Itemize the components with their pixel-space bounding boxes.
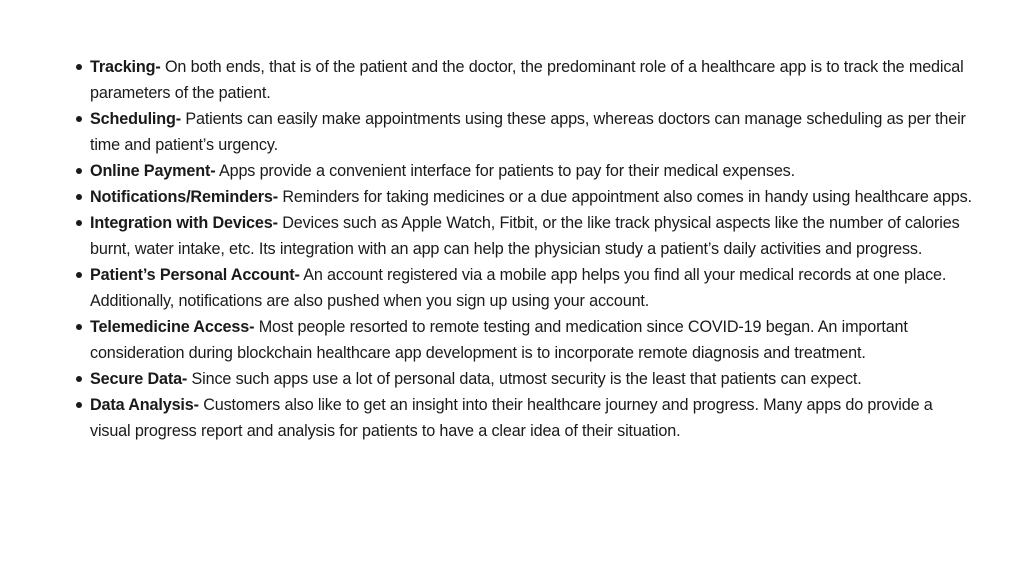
item-term: Patient’s Personal Account- <box>90 266 300 284</box>
list-item-personal-account <box>90 262 974 314</box>
item-text: Apps provide a convenient interface for patients to pay for their medical expenses. <box>215 162 795 180</box>
list-item-notifications <box>90 184 974 210</box>
item-term: Online Payment- <box>90 162 216 180</box>
item-term: Data Analysis- <box>90 396 199 414</box>
item-term: Telemedicine Access- <box>90 318 255 336</box>
item-text: Patients can easily make appointments using these apps, whereas doctors can manage scheduling as per their time and patient’s urgency. <box>90 110 966 154</box>
item-text: Reminders for taking medicines or a due appointment also comes in handy using healthcare apps. <box>277 188 972 206</box>
item-term: Notifications/Reminders- <box>90 188 278 206</box>
item-text: On both ends, that is of the patient and the doctor, the predominant role of a healthcare app is to track the medical parameters of the patient. <box>90 58 964 102</box>
item-term: Secure Data- <box>90 370 188 388</box>
list-item-telemedicine <box>90 314 974 366</box>
item-text: An account registered via a mobile app helps you find all your medical records at one place. Additionally, notifications are also pushed when you sign up using your account. <box>90 266 947 310</box>
item-term: Scheduling- <box>90 110 181 128</box>
item-term: Integration with Devices- <box>90 214 278 232</box>
list-item-tracking <box>90 54 974 106</box>
list-item-integration <box>90 210 974 262</box>
item-term: Tracking- <box>90 58 161 76</box>
item-text: Most people resorted to remote testing and medication since COVID-19 began. An important consideration during blockchain healthcare app development is to incorporate remote diagnosis and treatment. <box>90 318 908 362</box>
item-text: Devices such as Apple Watch, Fitbit, or the like track physical aspects like the number of calories burnt, water intake, etc. Its integration with an app can help the physician study a patient’s daily activities and progress. <box>90 214 960 258</box>
list-item-scheduling <box>90 106 974 158</box>
item-text: Since such apps use a lot of personal data, utmost security is the least that patients can expect. <box>187 370 862 388</box>
list-item-online-payment <box>90 158 974 184</box>
item-text: Customers also like to get an insight into their healthcare journey and progress. Many apps do provide a visual progress report and analysis for patients to have a clear idea of their situation. <box>90 396 933 440</box>
list-item-secure-data <box>90 366 974 392</box>
feature-list <box>90 54 974 444</box>
list-item-data-analysis <box>90 392 974 444</box>
